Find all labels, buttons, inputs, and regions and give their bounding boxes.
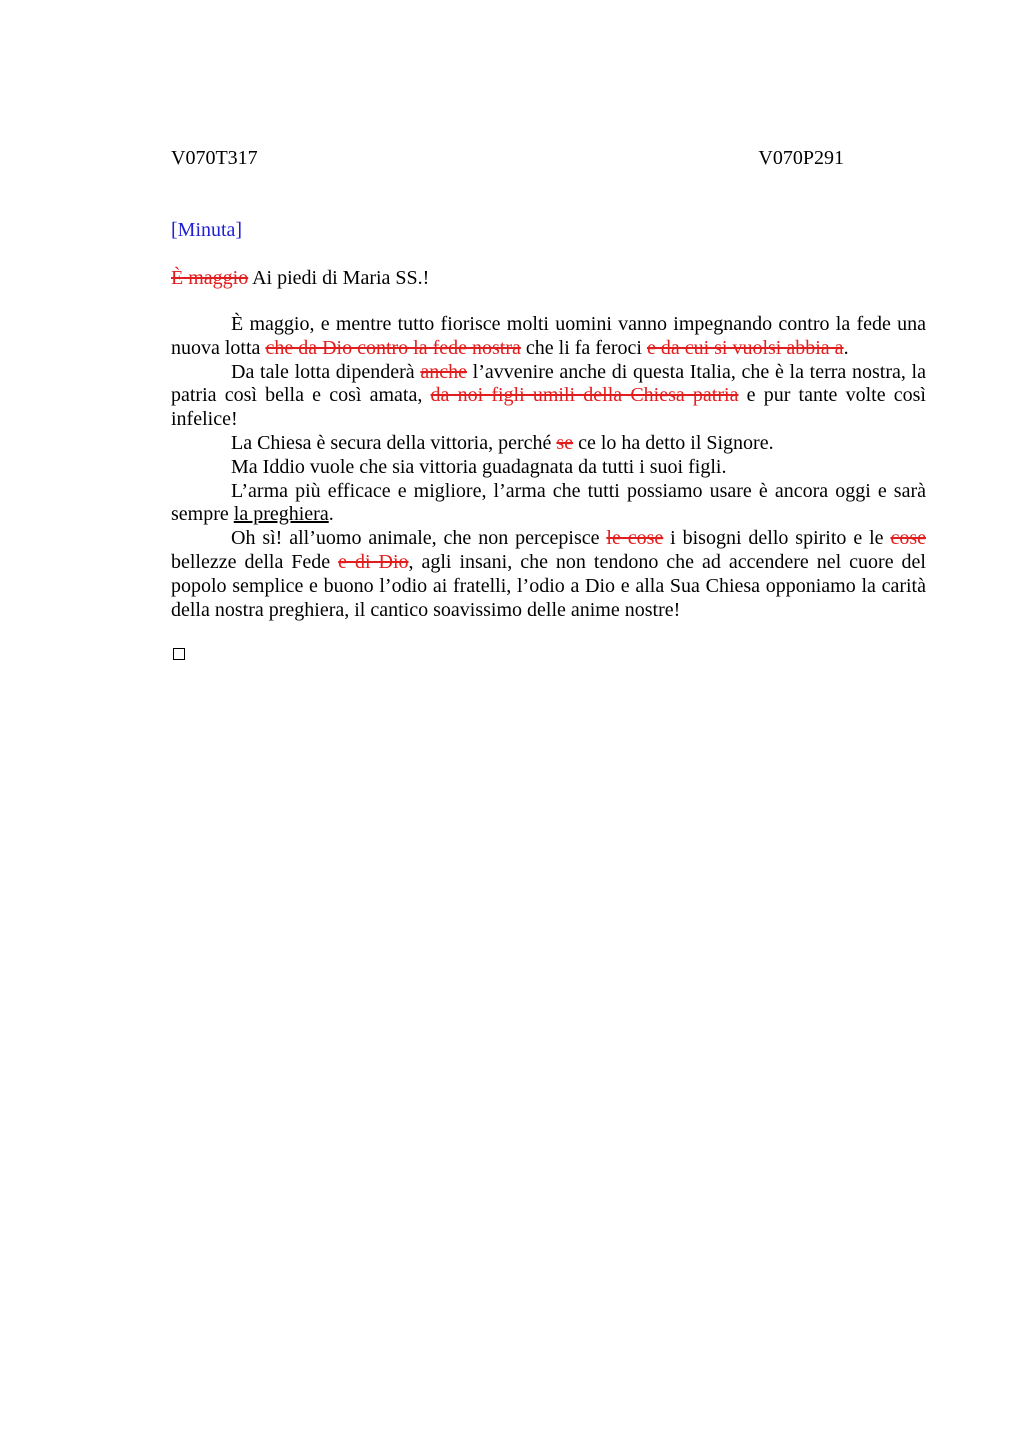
deleted-text: cose [890,527,926,550]
paragraph [171,313,926,361]
text-segment: . [328,503,334,526]
title-text: Ai piedi di Maria SS.! [248,267,430,289]
deleted-text: le cose [606,527,664,550]
deleted-text: da noi figli umili della Chiesa patria [430,384,739,407]
text-segment: l’avvenire anche di questa Italia, che è la terra nostra, la patria così bella e così amata, [171,360,926,407]
deleted-text: se [556,431,574,454]
empty-square-icon [173,648,185,660]
text-segment: È maggio, e mentre tutto fiorisce molti uomini vanno impegnando contro la fede una nuova lotta [171,313,926,359]
body-text [171,313,926,622]
text-segment: . [843,336,849,359]
document-title [171,266,429,290]
deleted-text: e di Dio [338,550,409,573]
paragraph [171,480,926,528]
text-segment: Da tale lotta dipenderà [231,360,421,383]
deleted-text: anche [420,360,467,383]
underlined-text: la preghiera [233,503,329,526]
paragraph [171,432,926,456]
title-deleted-text: È maggio [171,267,249,289]
section-label: [Minuta] [171,219,243,241]
text-segment: e pur tante volte così infelice! [171,384,926,431]
paragraph [171,527,926,622]
text-segment: bellezze della Fede [171,550,339,573]
text-segment: che li fa feroci [520,336,647,359]
deleted-text: e da cui si vuolsi abbia a [646,336,844,359]
paragraph [171,361,926,432]
text-segment: i bisogni dello spirito e le [663,527,891,550]
paragraph [171,456,926,480]
document-code-right: V070P291 [758,147,844,169]
text-segment: Oh sì! all’uomo animale, che non percepisce [231,527,607,550]
document-code-left: V070T317 [171,147,258,169]
text-segment: La Chiesa è secura della vittoria, perché [231,431,557,454]
text-segment: ce lo ha detto il Signore. [573,431,774,454]
text-segment: Ma Iddio vuole che sia vittoria guadagnata da tutti i suoi figli. [231,455,727,478]
deleted-text: che da Dio contro la fede nostra [265,336,521,359]
text-segment: L’arma più efficace e migliore, l’arma che tutti possiamo usare è ancora oggi e sarà sempre [171,479,926,526]
text-segment: , agli insani, che non tendono che ad accendere nel cuore del popolo semplice e buono l’odio ai fratelli, l’odio a Dio e alla Sua Chiesa opponiamo la carità della nostra preghiera, il cantico soavissimo delle anime nostre! [171,550,926,621]
